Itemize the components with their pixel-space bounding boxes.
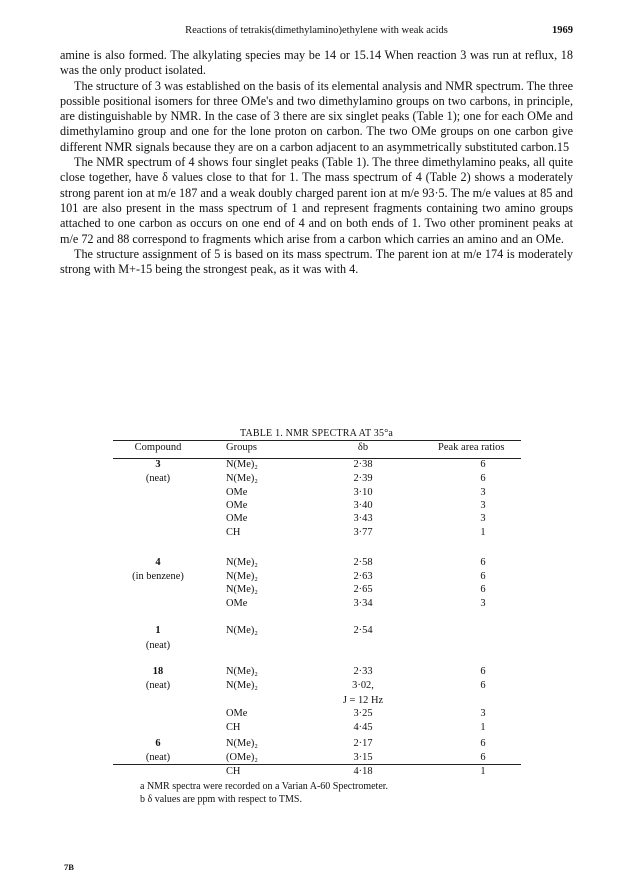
peak-ratio-cell: 3 (480, 708, 486, 719)
table-top-rule (113, 440, 521, 441)
page-number: 1969 (552, 25, 573, 36)
group-cell: N(Me)₂ (226, 680, 258, 691)
group-cell: CH (226, 722, 241, 733)
paragraph-4: The structure assignment of 5 is based on its mass spectrum. The parent ion at m/e 174 is moderately strong with M+-15 being the strongest peak, as it was with 4. (60, 246, 573, 277)
paragraph-1: amine is also formed. The alkylating species may be 14 or 15.14 When reaction 3 was run at reflux, 18 was the only product isolated. (60, 48, 573, 78)
group-cell: N(Me)₂ (226, 557, 258, 568)
delta-cell: 2·33 (353, 666, 373, 677)
running-header (60, 20, 573, 38)
compound-cell: (neat) (145, 640, 171, 651)
peak-ratio-cell: 6 (480, 473, 486, 484)
delta-cell: J = 12 Hz (342, 695, 384, 706)
compound-cell: (neat) (145, 473, 171, 484)
compound-cell: (neat) (145, 680, 171, 691)
compound-cell: (neat) (145, 752, 171, 763)
peak-ratio-cell: 6 (480, 680, 486, 691)
group-cell: CH (226, 766, 241, 777)
group-cell: (OMe)₂ (226, 752, 258, 763)
group-cell: N(Me)₂ (226, 738, 258, 749)
peak-ratio-cell: 6 (480, 666, 486, 677)
peak-ratio-cell: 3 (480, 513, 486, 524)
group-cell: OMe (226, 708, 248, 719)
column-header-peak-area: Peak area ratios (438, 442, 505, 453)
peak-ratio-cell: 3 (480, 487, 486, 498)
peak-ratio-cell: 6 (480, 557, 486, 568)
delta-cell: 3·15 (353, 752, 373, 763)
table-caption: TABLE 1. NMR SPECTRA AT 35°a (239, 428, 394, 439)
compound-cell: 3 (155, 459, 161, 470)
group-cell: OMe (226, 513, 248, 524)
delta-cell: 3·34 (353, 598, 373, 609)
column-header-delta: δb (357, 442, 369, 453)
compound-cell: 6 (155, 738, 161, 749)
delta-cell: 2·54 (353, 625, 373, 636)
group-cell: OMe (226, 598, 248, 609)
peak-ratio-cell: 6 (480, 459, 486, 470)
paragraph-3: The NMR spectrum of 4 shows four singlet peaks (Table 1). The three dimethylamino peaks, all quite close together, have δ values close to that for 1. The mass spectrum of 4 (Table 2) shows a moderately strong parent ion at m/e 187 and a weak doubly charged parent ion at m/e 93·5. The m/e values at 85 and 101 are also present in the mass spectrum of 1 and represent fragments containing two amino groups attached to one carbon as occurs on one end of 4 and on both ends of 1. Two other prominent peaks at m/e 72 and 88 correspond to fragments which arise from a carbon which carries an amino and an OMe. (60, 155, 573, 246)
compound-cell: 4 (155, 557, 161, 568)
peak-ratio-cell: 3 (480, 500, 486, 511)
delta-cell: 2·58 (353, 557, 373, 568)
peak-ratio-cell: 6 (480, 752, 486, 763)
delta-cell: 3·02, (352, 680, 374, 691)
peak-ratio-cell: 6 (480, 571, 486, 582)
group-cell: N(Me)₂ (226, 666, 258, 677)
column-header-compound: Compound (134, 442, 182, 453)
paragraph-2: The structure of 3 was established on the basis of its elemental analysis and NMR spectrum. The three possible positional isomers for three OMe's and two dimethylamino groups on two carbons, in principle, are distinguishable by NMR. In the case of 3 there are six singlet peaks (Table 1); one for each OMe and dimethylamino group and one for the lone proton on carbon. The two OMe groups on one carbon give different NMR signals because they are on a carbon adjacent to an asymmetrically substituted carbon.15 (60, 78, 573, 154)
compound-cell: (in benzene) (132, 571, 184, 582)
delta-cell: 2·65 (353, 584, 373, 595)
delta-cell: 2·17 (353, 738, 373, 749)
delta-cell: 2·38 (353, 459, 373, 470)
compound-cell: 18 (152, 666, 164, 677)
running-title: Reactions of tetrakis(dimethylamino)ethylene with weak acids (185, 25, 448, 36)
plate-label: 7B (64, 862, 74, 872)
peak-ratio-cell: 6 (480, 738, 486, 749)
delta-cell: 3·10 (353, 487, 373, 498)
delta-cell: 3·40 (353, 500, 373, 511)
table-bottom-rule (113, 764, 521, 765)
delta-cell: 2·39 (353, 473, 373, 484)
delta-cell: 3·43 (353, 513, 373, 524)
group-cell: N(Me)₂ (226, 584, 258, 595)
delta-cell: 3·25 (353, 708, 373, 719)
group-cell: N(Me)₂ (226, 459, 258, 470)
delta-cell: 3·77 (353, 527, 373, 538)
group-cell: N(Me)₂ (226, 473, 258, 484)
group-cell: CH (226, 527, 241, 538)
peak-ratio-cell: 6 (480, 584, 486, 595)
group-cell: N(Me)₂ (226, 571, 258, 582)
peak-ratio-cell: 1 (480, 766, 486, 777)
group-cell: OMe (226, 487, 248, 498)
peak-ratio-cell: 1 (480, 527, 486, 538)
group-cell: OMe (226, 500, 248, 511)
delta-cell: 2·63 (353, 571, 373, 582)
delta-cell: 4·45 (353, 722, 373, 733)
column-header-groups: Groups (226, 442, 257, 453)
peak-ratio-cell: 1 (480, 722, 486, 733)
body-text (60, 48, 573, 277)
group-cell: N(Me)₂ (226, 625, 258, 636)
footnote-b: b δ values are ppm with respect to TMS. (140, 794, 302, 805)
compound-cell: 1 (155, 625, 161, 636)
delta-cell: 4·18 (353, 766, 373, 777)
footnote-a: a NMR spectra were recorded on a Varian A-60 Spectrometer. (140, 781, 389, 792)
table-footnotes (140, 780, 388, 806)
peak-ratio-cell: 3 (480, 598, 486, 609)
